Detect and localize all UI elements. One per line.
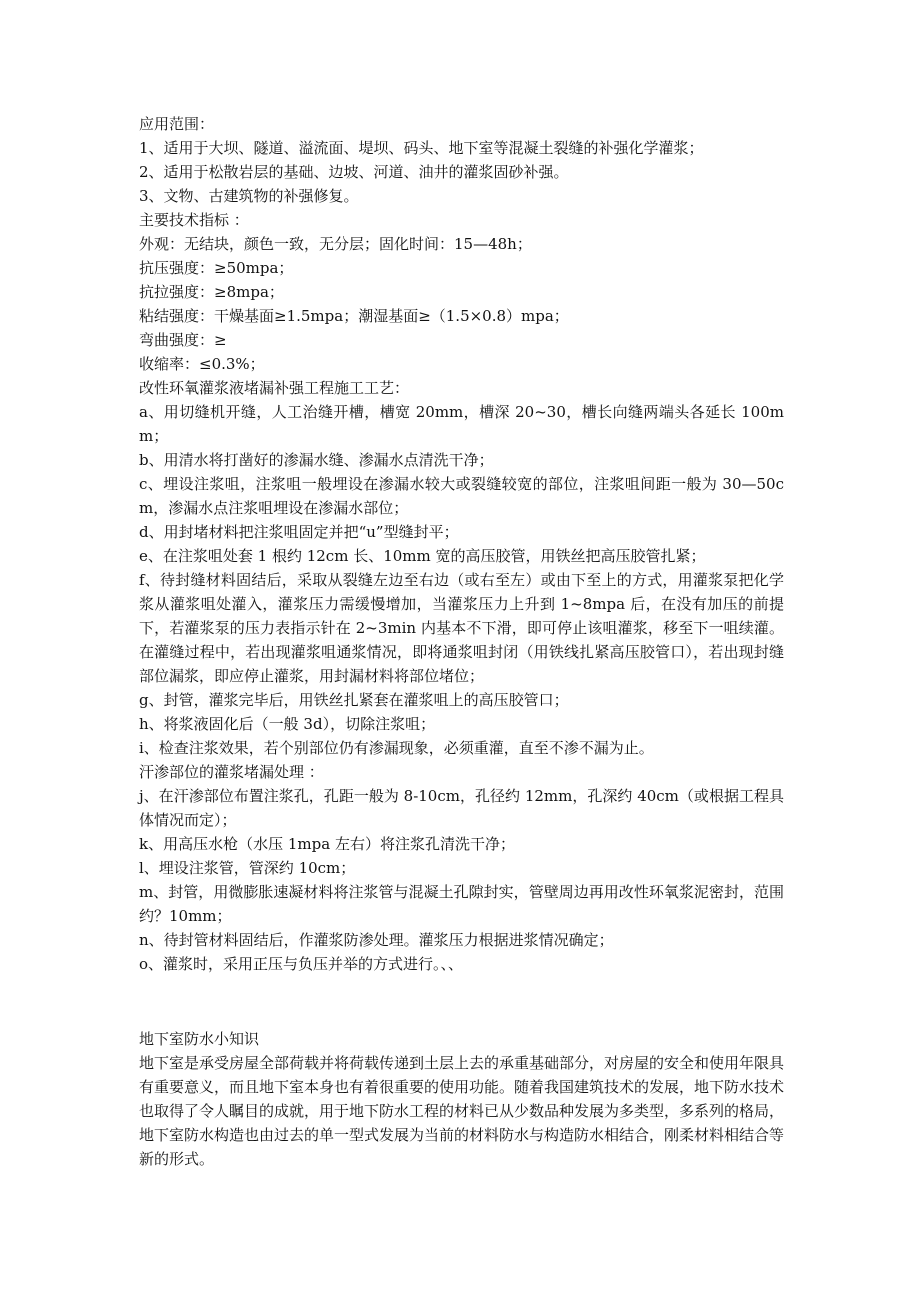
step-l: l、埋设注浆管，管深约 10cm； xyxy=(139,859,356,877)
step-o: o、灌浆时，采用正压与负压并举的方式进行。、、 xyxy=(139,955,464,973)
process-heading: 改性环氧灌浆液堵漏补强工程施工工艺： xyxy=(139,379,410,397)
step-h: h、将浆液固化后（一般 3d），切除注浆咀； xyxy=(139,715,436,733)
step-k: k、用高压水枪（水压 1mpa 左右）将注浆孔清洗干净； xyxy=(139,835,515,853)
step-a: a、用切缝机开缝，人工治缝开槽，槽宽 20mm，槽深 20~30，槽长向缝两端头各延长 100mm； xyxy=(139,403,784,445)
basement-waterproofing-section xyxy=(139,1027,784,1171)
spec-tensile-strength: 抗拉强度：≥8mpa； xyxy=(139,283,284,301)
section-title: 地下室防水小知识 xyxy=(139,1030,260,1048)
step-d: d、用封堵材料把注浆咀固定并把“u”型缝封平； xyxy=(139,523,459,541)
scope-item-1: 1、适用于大坝、隧道、溢流面、堤坝、码头、地下室等混凝土裂缝的补强化学灌浆； xyxy=(139,139,704,157)
step-m: m、封管，用微膨胀速凝材料将注浆管与混凝土孔隙封实，管壁周边再用改性环氧浆泥密封，范围约？10mm； xyxy=(139,883,784,925)
scope-heading: 应用范围： xyxy=(139,115,215,133)
step-f: f、待封缝材料固结后，采取从裂缝左边至右边（或右至左）或由下至上的方式，用灌浆泵把化学浆从灌浆咀处灌入，灌浆压力需缓慢增加，当灌浆压力上升到 1~8mpa 后，在没有加压的前提下，若灌浆泵的压力表指示针在 2~3min 内基本不下滑，即可停止该咀灌浆，移至下一咀续灌。在灌缝过程中，若出现灌浆咀通浆情况，即将通浆咀封闭（用铁线扎紧高压胶管口），若出现封缝部位漏浆，即应停止灌浆，用封漏材料将部位堵位； xyxy=(139,571,784,685)
spec-shrinkage: 收缩率：≤0.3%； xyxy=(139,355,265,373)
step-n: n、待封管材料固结后，作灌浆防渗处理。灌浆压力根据进浆情况确定； xyxy=(139,931,614,949)
step-g: g、封管，灌浆完毕后，用铁丝扎紧套在灌浆咀上的高压胶管口； xyxy=(139,691,569,709)
step-e: e、在注浆咀处套 1 根约 12cm 长、10mm 宽的高压胶管，用铁丝把高压胶管扎紧； xyxy=(139,547,706,565)
scope-item-3: 3、文物、古建筑物的补强修复。 xyxy=(139,187,359,205)
seepage-heading: 汗渗部位的灌浆堵漏处理 ： xyxy=(139,763,324,781)
spec-compressive-strength: 抗压强度：≥50mpa； xyxy=(139,259,294,277)
scope-item-2: 2、适用于松散岩层的基础、边坡、河道、油井的灌浆固砂补强。 xyxy=(139,163,569,181)
tech-spec-heading: 主要技术指标 ： xyxy=(139,211,249,229)
spec-bond-strength: 粘结强度：干燥基面≥1.5mpa；潮湿基面≥（1.5×0.8）mpa； xyxy=(139,307,569,325)
spec-bending-strength: 弯曲强度：≥ xyxy=(139,331,227,349)
step-b: b、用清水将打凿好的渗漏水缝、渗漏水点清洗干净； xyxy=(139,451,494,469)
step-i: i、检查注浆效果，若个别部位仍有渗漏现象，必须重灌，直至不渗不漏为止。 xyxy=(139,739,654,757)
step-j: j、在汗渗部位布置注浆孔，孔距一般为 8-10cm，孔径约 12mm，孔深约 40cm（或根据工程具体情况而定）； xyxy=(139,787,784,829)
construction-process-section xyxy=(139,112,784,976)
spec-appearance: 外观：无结块，颜色一致，无分层；固化时间：15—48h； xyxy=(139,235,532,253)
section-paragraph: 地下室是承受房屋全部荷载并将荷载传递到土层上去的承重基础部分，对房屋的安全和使用年限具有重要意义，而且地下室本身也有着很重要的使用功能。随着我国建筑技术的发展，地下防水技术也取得了令人瞩目的成就，用于地下防水工程的材料已从少数品种发展为多类型，多系列的格局，地下室防水构造也由过去的单一型式发展为当前的材料防水与构造防水相结合，刚柔材料相结合等新的形式。 xyxy=(139,1054,785,1168)
step-c: c、埋设注浆咀，注浆咀一般埋设在渗漏水较大或裂缝较宽的部位，注浆咀间距一般为 30—50cm，渗漏水点注浆咀埋设在渗漏水部位； xyxy=(139,475,784,517)
